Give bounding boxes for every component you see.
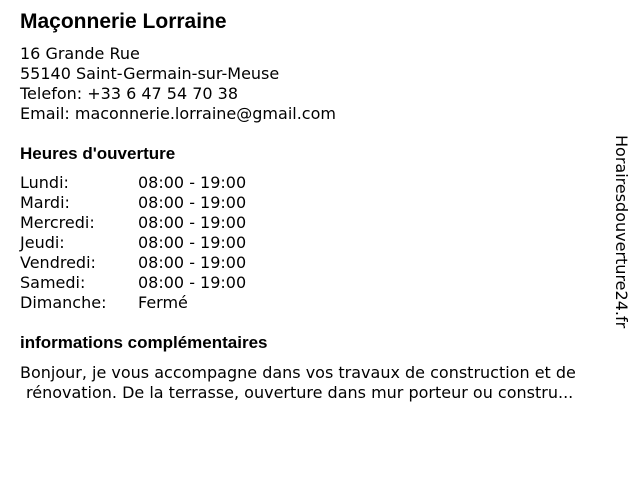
day-label: Samedi: <box>20 273 86 292</box>
hours-row-saturday <box>20 273 620 293</box>
site-watermark: Horairesdouverture24.fr <box>612 135 631 329</box>
additional-info-title: informations complémentaires <box>20 333 268 352</box>
time-range: 08:00 - 19:00 <box>138 253 247 272</box>
day-label: Jeudi: <box>20 233 65 252</box>
day-label: Mardi: <box>20 193 70 212</box>
time-range: 08:00 - 19:00 <box>138 213 247 232</box>
address-block <box>20 44 620 124</box>
day-label: Vendredi: <box>20 253 96 272</box>
day-label: Mercredi: <box>20 213 95 232</box>
opening-hours-table <box>20 173 620 313</box>
time-range: Fermé <box>138 293 188 312</box>
time-range: 08:00 - 19:00 <box>138 233 247 252</box>
opening-hours-title: Heures d'ouverture <box>20 144 176 163</box>
hours-row-monday <box>20 173 620 193</box>
business-card <box>20 10 620 403</box>
business-name: Maçonnerie Lorraine <box>20 10 227 33</box>
city-address: 55140 Saint-Germain-sur-Meuse <box>20 64 280 83</box>
hours-row-wednesday <box>20 213 620 233</box>
time-range: 08:00 - 19:00 <box>138 273 247 292</box>
time-range: 08:00 - 19:00 <box>138 193 247 212</box>
phone-number: Telefon: +33 6 47 54 70 38 <box>20 84 239 103</box>
info-text-line: rénovation. De la terrasse, ouverture dans mur porteur ou constru... <box>26 383 574 402</box>
email-address: Email: maconnerie.lorraine@gmail.com <box>20 104 336 123</box>
hours-row-friday <box>20 253 620 273</box>
time-range: 08:00 - 19:00 <box>138 173 247 192</box>
info-text-line: Bonjour, je vous accompagne dans vos travaux de construction et de <box>20 363 576 382</box>
hours-row-thursday <box>20 233 620 253</box>
street-address: 16 Grande Rue <box>20 44 140 63</box>
day-label: Dimanche: <box>20 293 107 312</box>
day-label: Lundi: <box>20 173 69 192</box>
additional-info-text <box>20 363 620 403</box>
hours-row-sunday <box>20 293 620 313</box>
hours-row-tuesday <box>20 193 620 213</box>
